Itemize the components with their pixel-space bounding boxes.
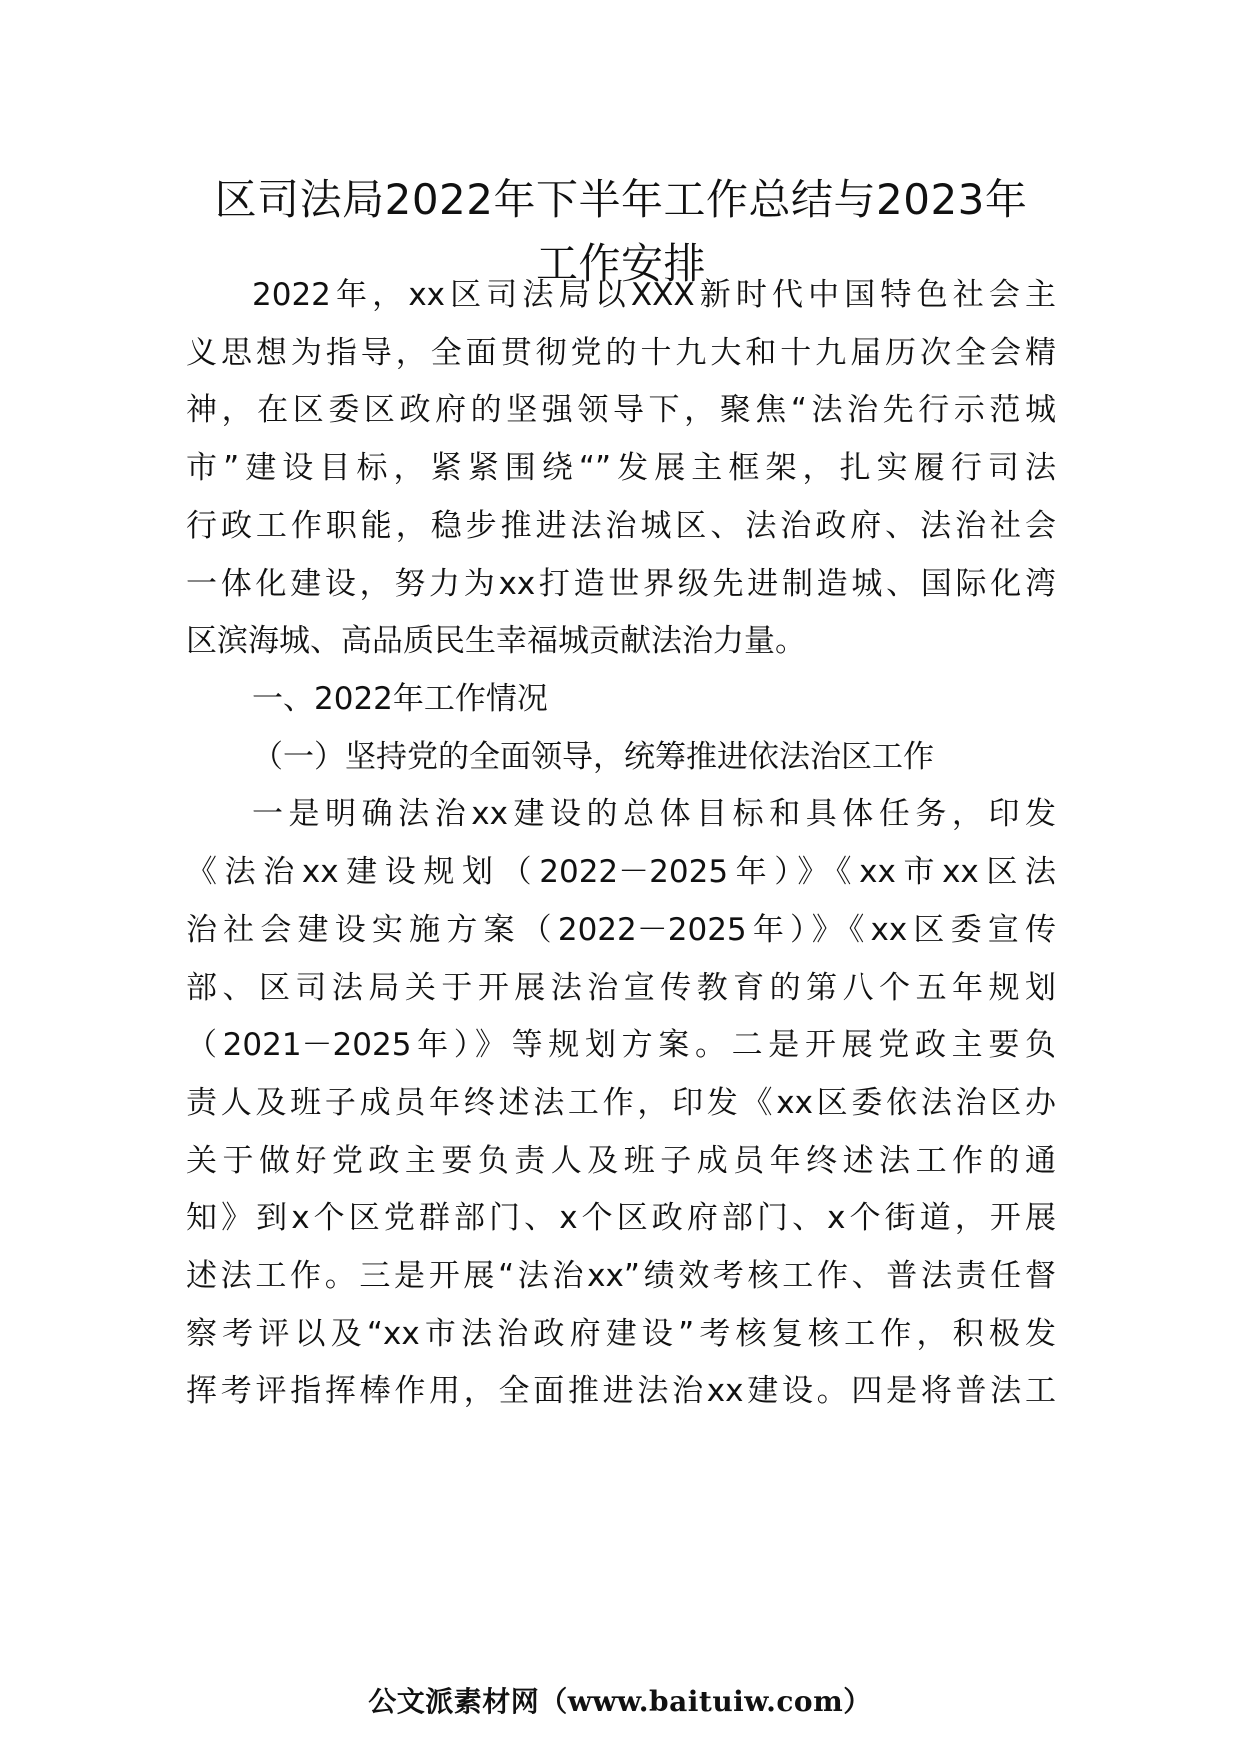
paragraph-intro-line: 市”建设目标，紧紧围绕“”发展主框架，扎实履行司法 [186,450,1056,486]
paragraph-line: 一是明确法治xx建设的总体目标和具体任务，印发 [252,796,1056,832]
paragraph-line: 责人及班子成员年终述法工作，印发《xx区委依法治区办 [186,1085,1056,1121]
subsection-heading: （一）坚持党的全面领导，统筹推进依法治区工作 [252,739,934,775]
paragraph-intro-line: 2022年，xx区司法局以XXX新时代中国特色社会主 [252,277,1056,313]
document-title-line-1: 区司法局2022年下半年工作总结与2023年 [214,175,1028,224]
paragraph-line: 述法工作。三是开展“法治xx”绩效考核工作、普法责任督 [186,1258,1056,1294]
document-title-line-2: 工作安排 [535,239,706,288]
paragraph-line: 察考评以及“xx市法治政府建设”考核复核工作，积极发 [186,1316,1056,1352]
paragraph-intro-line: 义思想为指导，全面贯彻党的十九大和十九届历次全会精 [186,335,1056,371]
paragraph-line: 《法治xx建设规划（2022－2025年）》《xx市xx区法 [186,854,1056,890]
section-heading: 一、2022年工作情况 [252,681,548,717]
paragraph-intro-line: 行政工作职能，稳步推进法治城区、法治政府、法治社会 [186,508,1056,544]
paragraph-intro-line: 神，在区委区政府的坚强领导下，聚焦“法治先行示范城 [186,392,1056,428]
footer-source-text: 公文派素材网（www.baituiw.com） [368,1685,872,1718]
paragraph-line: 治社会建设实施方案（2022－2025年）》《xx区委宣传 [186,912,1056,948]
paragraph-line: 知》到x个区党群部门、x个区政府部门、x个街道，开展 [186,1200,1056,1236]
paragraph-intro-line: 区滨海城、高品质民生幸福城贡献法治力量。 [186,623,806,659]
paragraph-line: （2021－2025年）》等规划方案。二是开展党政主要负 [186,1027,1056,1063]
paragraph-line: 关于做好党政主要负责人及班子成员年终述法工作的通 [186,1143,1056,1179]
paragraph-line: 挥考评指挥棒作用，全面推进法治xx建设。四是将普法工 [186,1373,1056,1409]
paragraph-line: 部、区司法局关于开展法治宣传教育的第八个五年规划 [186,970,1056,1006]
paragraph-intro-line: 一体化建设，努力为xx打造世界级先进制造城、国际化湾 [186,566,1056,602]
